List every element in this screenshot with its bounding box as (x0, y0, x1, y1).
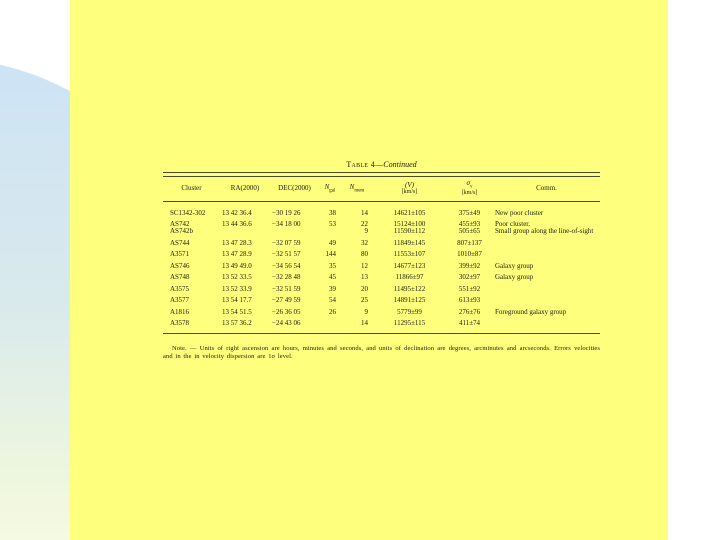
table-row (163, 240, 600, 247)
cell-sigma: 613±93 (458, 296, 481, 305)
cell-dec: −32 07 59 (272, 238, 301, 247)
cell-ra: 13 42 36.4 (222, 208, 252, 217)
cell-ngal (319, 320, 341, 327)
cell-nmem: 9 (364, 307, 368, 316)
cell-dec: −32 51 57 (272, 250, 301, 259)
cell-comment: Small group along the line-of-sight (495, 227, 594, 236)
table-header-row (163, 177, 600, 201)
cell-cluster: SC1342-302 (170, 208, 206, 217)
cell-dec: −30 19 26 (272, 208, 301, 217)
cell-sigma: 375±49 (458, 208, 481, 217)
cell-ngal: 26 (329, 307, 336, 316)
column-header-cluster: Cluster (181, 184, 202, 193)
cell-comment: Foreground galaxy group (495, 307, 567, 316)
cell-dec: −27 49 59 (272, 296, 301, 305)
cell-dec: −34 18 00 (272, 220, 301, 229)
cell-ra (220, 228, 270, 235)
cell-comment (493, 320, 600, 327)
cell-ra: 13 47 28.9 (222, 250, 252, 259)
cell-velocity: 14621±105 (393, 208, 426, 217)
column-header-velocity: (V) [km/s] (401, 180, 418, 195)
cell-comment: New poor cluster (495, 208, 544, 217)
cell-cluster: A3578 (170, 319, 190, 328)
cell-nmem: 25 (361, 296, 368, 305)
cell-dec: −24 43 06 (272, 319, 301, 328)
cell-nmem: 9 (364, 227, 368, 236)
cell-sigma: 399±92 (458, 261, 481, 270)
cell-ngal: 35 (329, 261, 336, 270)
cell-velocity: 11295±115 (393, 319, 426, 328)
cell-ra: 13 54 17.7 (222, 296, 252, 305)
cell-cluster: AS748 (170, 273, 190, 282)
column-header-comments: Comm. (536, 184, 557, 193)
paper-table (163, 160, 600, 368)
column-header-nmem: $N_{mem}$ (349, 182, 365, 193)
cell-sigma: 455±93 (458, 220, 481, 229)
cell-ngal: 144 (325, 250, 336, 259)
cell-ra: 13 44 36.6 (222, 220, 252, 229)
cell-velocity: 5779±99 (397, 307, 422, 316)
cell-sigma: 1010±87 (457, 250, 482, 259)
cell-sigma: 505±65 (458, 227, 481, 236)
cell-ra: 13 49 49.0 (222, 261, 252, 270)
table-row (163, 286, 600, 293)
cell-velocity: 11849±145 (393, 238, 426, 247)
cell-cluster: AS742b (170, 227, 193, 236)
cell-nmem: 14 (361, 319, 368, 328)
cell-nmem: 80 (361, 250, 368, 259)
cell-velocity: 15124±100 (393, 220, 426, 229)
cell-cluster: A3571 (170, 250, 190, 259)
cell-nmem: 20 (361, 284, 368, 293)
cell-cluster: A1816 (170, 307, 190, 316)
cell-velocity: 14891±125 (393, 296, 426, 305)
table-body (163, 202, 600, 327)
cell-dec (270, 228, 319, 235)
cell-dec: −32 51 59 (272, 284, 301, 293)
cell-cluster: A3575 (170, 284, 190, 293)
column-header-dec: DEC(2000) (278, 184, 311, 193)
cell-nmem: 32 (361, 238, 368, 247)
cell-comment: Galaxy group (495, 273, 534, 282)
cell-ngal (319, 228, 341, 235)
cell-comment: Galaxy group (495, 261, 534, 270)
table-row (163, 263, 600, 270)
blue-circle-decoration (0, 0, 70, 540)
cell-ngal: 53 (329, 220, 336, 229)
cell-nmem: 13 (361, 273, 368, 282)
cell-velocity: 14677±123 (393, 261, 426, 270)
table-row (163, 251, 600, 258)
cell-velocity: 11553±107 (393, 250, 426, 259)
cell-ngal: 49 (329, 238, 336, 247)
cell-ra: 13 57 36.2 (222, 319, 252, 328)
cell-nmem: 14 (361, 208, 368, 217)
column-header-sigma: $\sigma_v$ [km/s] (461, 179, 478, 197)
cell-comment (493, 240, 600, 247)
cell-sigma: 302±97 (458, 273, 481, 282)
cell-velocity: 11495±122 (393, 284, 426, 293)
column-header-ngal: $N_{gal}$ (324, 182, 336, 193)
cell-ra: 13 47 28.3 (222, 238, 252, 247)
table-row (163, 309, 600, 316)
cell-comment (493, 251, 600, 258)
cell-ra: 13 54 51.5 (222, 307, 252, 316)
cell-dec: −32 28 48 (272, 273, 301, 282)
column-header-ra: RA(2000) (230, 184, 260, 193)
cell-velocity: 11866±97 (395, 273, 424, 282)
table-row (163, 228, 600, 235)
cell-comment (493, 297, 600, 304)
cell-cluster: AS742 (170, 220, 190, 229)
cell-sigma: 807±137 (457, 238, 482, 247)
table-title: Table 4—Continued (346, 160, 417, 169)
cell-ngal: 45 (329, 273, 336, 282)
cell-dec: −26 36 05 (272, 307, 301, 316)
table-note: Note. — Units of right ascension are hours, minutes and seconds, and units of declination are degrees, arcminutes and arcseconds. Errors velocities and in the in velocity dispersion are 1σ level. (163, 345, 600, 361)
cell-comment: Poor cluster. (495, 220, 530, 229)
cell-ngal: 39 (329, 284, 336, 293)
table-row (163, 320, 600, 327)
cell-sigma: 276±76 (458, 307, 481, 316)
cell-velocity: 11590±112 (393, 227, 426, 236)
table-row (163, 210, 600, 217)
cell-sigma: 411±74 (458, 319, 481, 328)
left-decoration (0, 0, 70, 540)
table-row (163, 274, 600, 281)
cell-cluster: AS744 (170, 238, 190, 247)
cell-nmem: 12 (361, 261, 368, 270)
cell-ra: 13 52 33.5 (222, 273, 252, 282)
table-row (163, 297, 600, 304)
cell-comment (493, 286, 600, 293)
cell-ra: 13 52 33.9 (222, 284, 252, 293)
cell-sigma: 551±92 (458, 284, 481, 293)
table-rule-bottom (163, 333, 600, 334)
cell-ngal: 38 (329, 208, 336, 217)
cell-cluster: AS746 (170, 261, 190, 270)
cell-nmem: 22 (361, 220, 368, 229)
cell-dec: −34 56 54 (272, 261, 301, 270)
cell-cluster: A3577 (170, 296, 190, 305)
cell-ngal: 54 (329, 296, 336, 305)
